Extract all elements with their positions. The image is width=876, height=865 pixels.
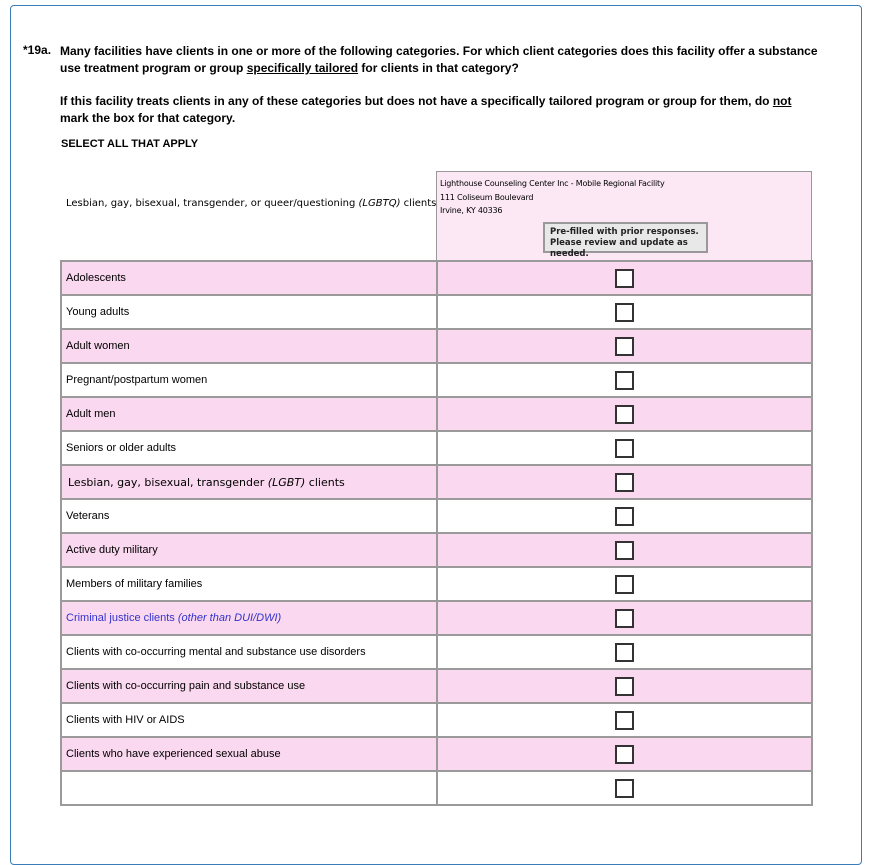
checkbox-cell	[437, 363, 812, 397]
header-label-italic: (LGBTQ)	[358, 198, 401, 209]
category-checkbox[interactable]	[615, 609, 634, 628]
checkbox-cell	[437, 567, 812, 601]
table-row	[61, 329, 812, 363]
category-checkbox[interactable]	[615, 711, 634, 730]
category-label-text: Clients with co-occurring mental and substance use disorders	[66, 646, 366, 658]
category-checkbox[interactable]	[615, 337, 634, 356]
checkbox-cell	[437, 737, 812, 771]
category-label	[61, 397, 437, 431]
table-row	[61, 465, 812, 499]
category-label	[61, 431, 437, 465]
category-label	[61, 567, 437, 601]
facility-address: 111 Coliseum Boulevard	[440, 193, 534, 202]
checkbox-cell	[437, 261, 812, 295]
category-label	[61, 329, 437, 363]
category-label-text: Adolescents	[66, 272, 126, 284]
header-label-part2: clients	[400, 198, 437, 209]
checkbox-cell	[437, 601, 812, 635]
question-text	[60, 43, 820, 77]
table-row	[61, 567, 812, 601]
category-label	[61, 703, 437, 737]
category-label	[61, 261, 437, 295]
category-label-text: Adult women	[66, 340, 130, 352]
category-checkbox[interactable]	[615, 643, 634, 662]
category-label-text: Criminal justice clients	[66, 612, 178, 624]
table-row	[61, 431, 812, 465]
category-checkbox[interactable]	[615, 575, 634, 594]
category-label-italic: (other than DUI/DWI)	[177, 612, 282, 624]
question-text-underlined: specifically tailored	[246, 61, 359, 75]
category-label-suffix: clients	[305, 475, 345, 489]
category-label-text: Seniors or older adults	[66, 442, 177, 454]
category-checkbox[interactable]	[615, 269, 634, 288]
facility-city: Irvine, KY 40336	[440, 206, 503, 215]
category-checkbox[interactable]	[615, 677, 634, 696]
category-label-text: Young adults	[66, 306, 130, 318]
table-row	[61, 669, 812, 703]
table-row	[61, 363, 812, 397]
instruction-underlined: not	[772, 94, 792, 108]
question-text-part2: for clients in that category?	[358, 61, 519, 75]
table-row	[61, 499, 812, 533]
table-row	[61, 533, 812, 567]
checkbox-cell	[437, 499, 812, 533]
category-label-text: Adult men	[66, 408, 116, 420]
checkbox-cell	[437, 533, 812, 567]
category-label-text: Veterans	[66, 510, 110, 522]
checkbox-cell	[437, 329, 812, 363]
checkbox-cell	[437, 669, 812, 703]
table-row	[61, 295, 812, 329]
facility-header	[436, 171, 812, 260]
checkbox-cell	[437, 431, 812, 465]
category-label-italic: (LGBT)	[267, 475, 306, 489]
category-label	[61, 363, 437, 397]
category-label	[61, 465, 437, 499]
category-label	[61, 635, 437, 669]
category-checkbox[interactable]	[615, 507, 634, 526]
category-label-text: Members of military families	[66, 578, 203, 590]
table-row	[61, 635, 812, 669]
checkbox-cell	[437, 635, 812, 669]
category-checkbox[interactable]	[615, 745, 634, 764]
table-row	[61, 771, 812, 805]
notice-line1: Pre-filled with prior responses.	[550, 227, 699, 237]
category-label	[61, 295, 437, 329]
header-left-label	[66, 198, 436, 209]
category-label-text: Clients who have experienced sexual abuse	[66, 748, 281, 760]
category-label-text: Clients with HIV or AIDS	[66, 714, 185, 726]
category-label	[61, 533, 437, 567]
table-row	[61, 703, 812, 737]
category-label-text: Clients with co-occurring pain and substance use	[66, 680, 306, 692]
header-label-part1: Lesbian, gay, bisexual, transgender, or queer/questioning	[66, 198, 359, 209]
table-row	[61, 737, 812, 771]
category-checkbox[interactable]	[615, 473, 634, 492]
checkbox-cell	[437, 703, 812, 737]
select-all-label: SELECT ALL THAT APPLY	[61, 138, 199, 150]
category-checkbox[interactable]	[615, 541, 634, 560]
instruction-part2: mark the box for that category.	[60, 111, 236, 125]
table-row	[61, 261, 812, 295]
category-checkbox[interactable]	[615, 439, 634, 458]
category-checkbox[interactable]	[615, 405, 634, 424]
question-text-part1: Many facilities have clients in one or more of the following categories. For which client categories does this facility offer a substance use treatment program or group	[60, 44, 818, 75]
category-label-text: Pregnant/postpartum women	[66, 374, 208, 386]
facility-name: Lighthouse Counseling Center Inc - Mobile Regional Facility	[440, 179, 665, 188]
category-label-text: Active duty military	[66, 544, 158, 556]
checkbox-cell	[437, 397, 812, 431]
category-checkbox[interactable]	[615, 371, 634, 390]
question-instruction	[60, 93, 820, 127]
category-label	[61, 771, 437, 805]
category-label	[61, 601, 437, 635]
category-label	[61, 737, 437, 771]
category-label-text: Lesbian, gay, bisexual, transgender	[68, 475, 268, 489]
notice-line2: Please review and update as needed.	[550, 238, 688, 259]
prefilled-notice	[543, 222, 708, 259]
category-label	[61, 499, 437, 533]
instruction-part1: If this facility treats clients in any of these categories but does not have a specifically tailored program or group for them, do	[60, 94, 773, 108]
client-category-table	[60, 260, 813, 806]
category-label	[61, 669, 437, 703]
category-checkbox[interactable]	[615, 303, 634, 322]
category-checkbox[interactable]	[615, 779, 634, 798]
checkbox-cell	[437, 295, 812, 329]
table-row	[61, 397, 812, 431]
table-row	[61, 601, 812, 635]
checkbox-cell	[437, 465, 812, 499]
checkbox-cell	[437, 771, 812, 805]
question-number: *19a.	[23, 43, 52, 57]
